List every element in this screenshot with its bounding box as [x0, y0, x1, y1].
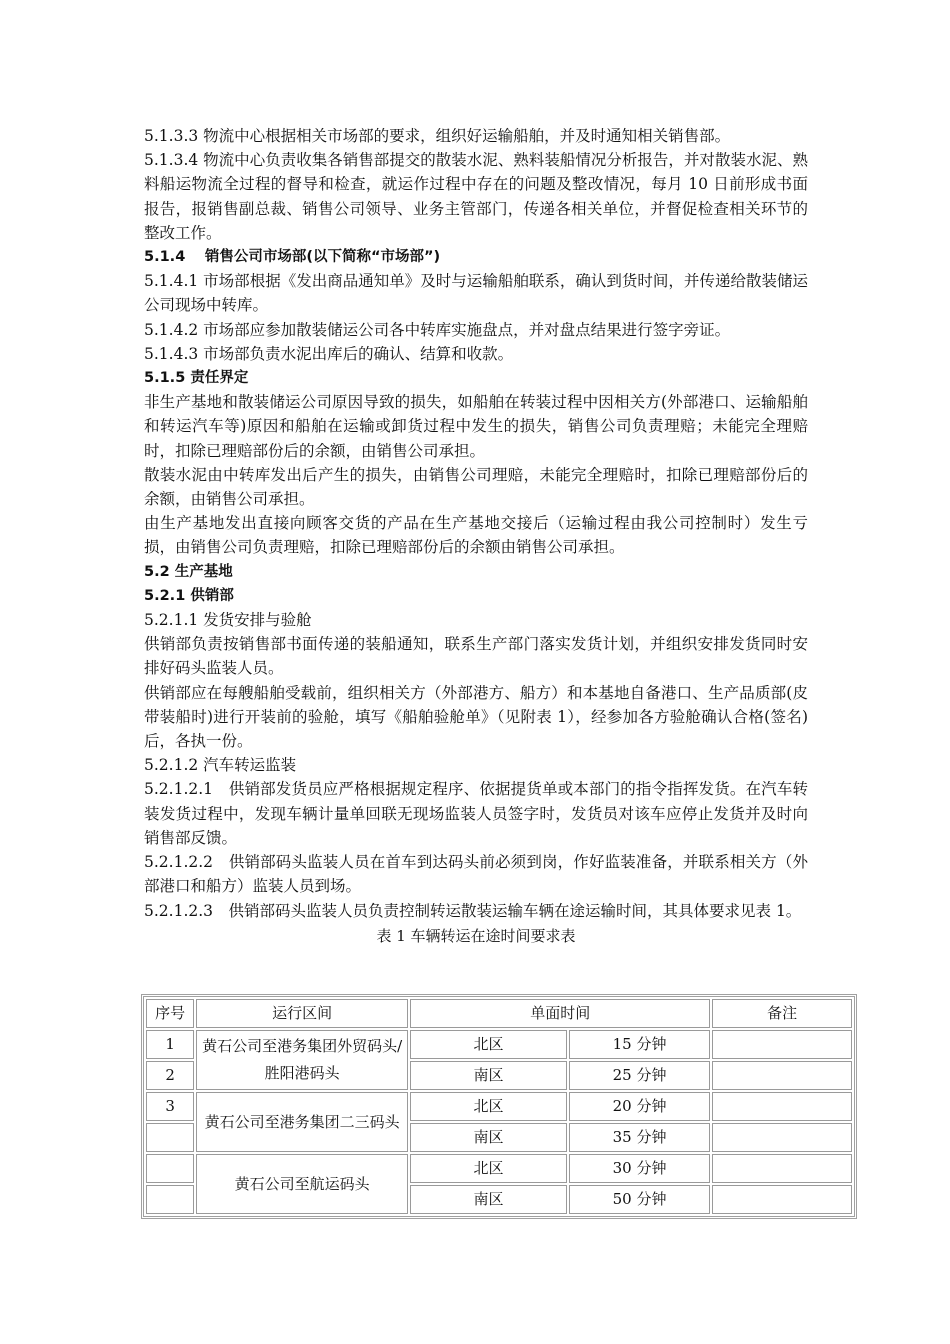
table-cell: 30 分钟	[569, 1154, 711, 1183]
table-cell	[146, 1154, 194, 1183]
table-cell	[146, 1123, 194, 1152]
paragraph: 由生产基地发出直接向顾客交货的产品在生产基地交接后（运输过程由我公司控制时）发生亏损，由销售公司负责理赔，扣除已理赔部份后的余额由销售公司承担。	[144, 514, 808, 557]
table-cell	[712, 1030, 852, 1059]
subsection-title: 5.2.1.2 汽车转运监装	[144, 756, 297, 775]
table-cell: 25 分钟	[569, 1061, 711, 1090]
transit-time-table	[141, 994, 857, 1219]
paragraph: 5.1.4.1 市场部根据《发出商品通知单》及时与运输船舶联系，确认到货时间，并传递给散装储运公司现场中转库。	[144, 272, 808, 315]
table-cell: 北区	[410, 1030, 567, 1059]
table-row	[146, 1092, 852, 1121]
table-cell: 黄石公司至航运码头	[196, 1154, 408, 1214]
table-cell: 50 分钟	[569, 1185, 711, 1214]
section-heading: 5.1.5 责任界定	[144, 370, 249, 387]
table-cell: 南区	[410, 1185, 567, 1214]
table-row	[146, 1154, 852, 1183]
table-cell	[712, 1092, 852, 1121]
header-cell: 单面时间	[410, 999, 710, 1028]
header-cell: 序号	[146, 999, 194, 1028]
subsection-title: 5.2.1.1 发货安排与验舱	[144, 611, 312, 630]
table-cell: 南区	[410, 1061, 567, 1090]
paragraph: 供销部应在每艘船舶受载前，组织相关方（外部港方、船方）和本基地自备港口、生产品质部(皮带装船时)进行开装前的验舱，填写《船舶验舱单》（见附表 1），经参加各方验舱确认合格(签名)后，各执一份。	[144, 683, 808, 751]
header-cell: 运行区间	[196, 999, 408, 1028]
section-heading: 5.1.4 销售公司市场部(以下简称“市场部”)	[144, 249, 441, 266]
table-cell: 35 分钟	[569, 1123, 711, 1152]
paragraph: 5.1.3.4 物流中心负责收集各销售部提交的散装水泥、熟料装船情况分析报告，并对散装水泥、熟料船运物流全过程的督导和检查，就运作过程中存在的问题及整改情况，每月 10 日前形成书面报告，报销售副总裁、销售公司领导、业务主管部门，传递各相关单位，并督促检查相关环节的整改工作。	[144, 151, 808, 242]
paragraph: 非生产基地和散装储运公司原因导致的损失，如船舶在转装过程中因相关方(外部港口、运输船舶和转运汽车等)原因和船舶在运输或卸货过程中发生的损失，销售公司负责理赔；未能完全理赔时，扣除已理赔部份后的余额，由销售公司承担。	[144, 393, 808, 460]
table-header-row	[146, 999, 852, 1028]
paragraph: 5.2.1.2.2 供销部码头监装人员在首车到达码头前必须到岗，作好监装准备，并联系相关方（外部港口和船方）监装人员到场。	[144, 853, 808, 896]
paragraph: 5.1.4.3 市场部负责水泥出库后的确认、结算和收款。	[144, 344, 514, 363]
table-cell	[146, 1185, 194, 1214]
table-row	[146, 1030, 852, 1059]
table-cell	[712, 1185, 852, 1214]
paragraph: 5.1.3.3 物流中心根据相关市场部的要求，组织好运输船舶，并及时通知相关销售部。	[144, 127, 731, 145]
paragraph: 5.2.1.2.1 供销部发货员应严格根据规定程序、依据提货单或本部门的指令指挥发货。在汽车转装发货过程中，发现车辆计量单回联无现场监装人员签字时，发货员对该车应停止发货并及时向销售部反馈。	[144, 780, 808, 847]
table-cell: 3	[146, 1092, 194, 1121]
paragraph: 5.2.1.2.3 供销部码头监装人员负责控制转运散装运输车辆在途运输时间，其具体要求见表 1。	[144, 901, 802, 920]
table-caption: 表 1 车辆转运在途时间要求表	[376, 926, 576, 945]
header-cell: 备注	[712, 999, 852, 1028]
table-cell: 黄石公司至港务集团二三码头	[196, 1092, 408, 1152]
table-cell	[712, 1123, 852, 1152]
section-heading: 5.2 生产基地	[144, 563, 233, 580]
section-heading: 5.2.1 供销部	[144, 587, 234, 604]
table-cell: 北区	[410, 1092, 567, 1121]
table-cell: 南区	[410, 1123, 567, 1152]
paragraph: 散装水泥由中转库发出后产生的损失，由销售公司理赔，未能完全理赔时，扣除已理赔部份后的余额，由销售公司承担。	[144, 465, 808, 509]
paragraph: 供销部负责按销售部书面传递的装船通知，联系生产部门落实发货计划，并组织安排发货同时安排好码头监装人员。	[144, 635, 808, 678]
paragraph: 5.1.4.2 市场部应参加散装储运公司各中转库实施盘点，并对盘点结果进行签字旁证。	[144, 320, 731, 339]
table-cell: 北区	[410, 1154, 567, 1183]
table-cell: 1	[146, 1030, 194, 1059]
table-cell: 2	[146, 1061, 194, 1090]
table-cell: 黄石公司至港务集团外贸码头/胜阳港码头	[196, 1030, 408, 1090]
table-cell: 15 分钟	[569, 1030, 711, 1059]
document-body	[144, 124, 808, 948]
table-cell	[712, 1154, 852, 1183]
table-cell	[712, 1061, 852, 1090]
table-cell: 20 分钟	[569, 1092, 711, 1121]
